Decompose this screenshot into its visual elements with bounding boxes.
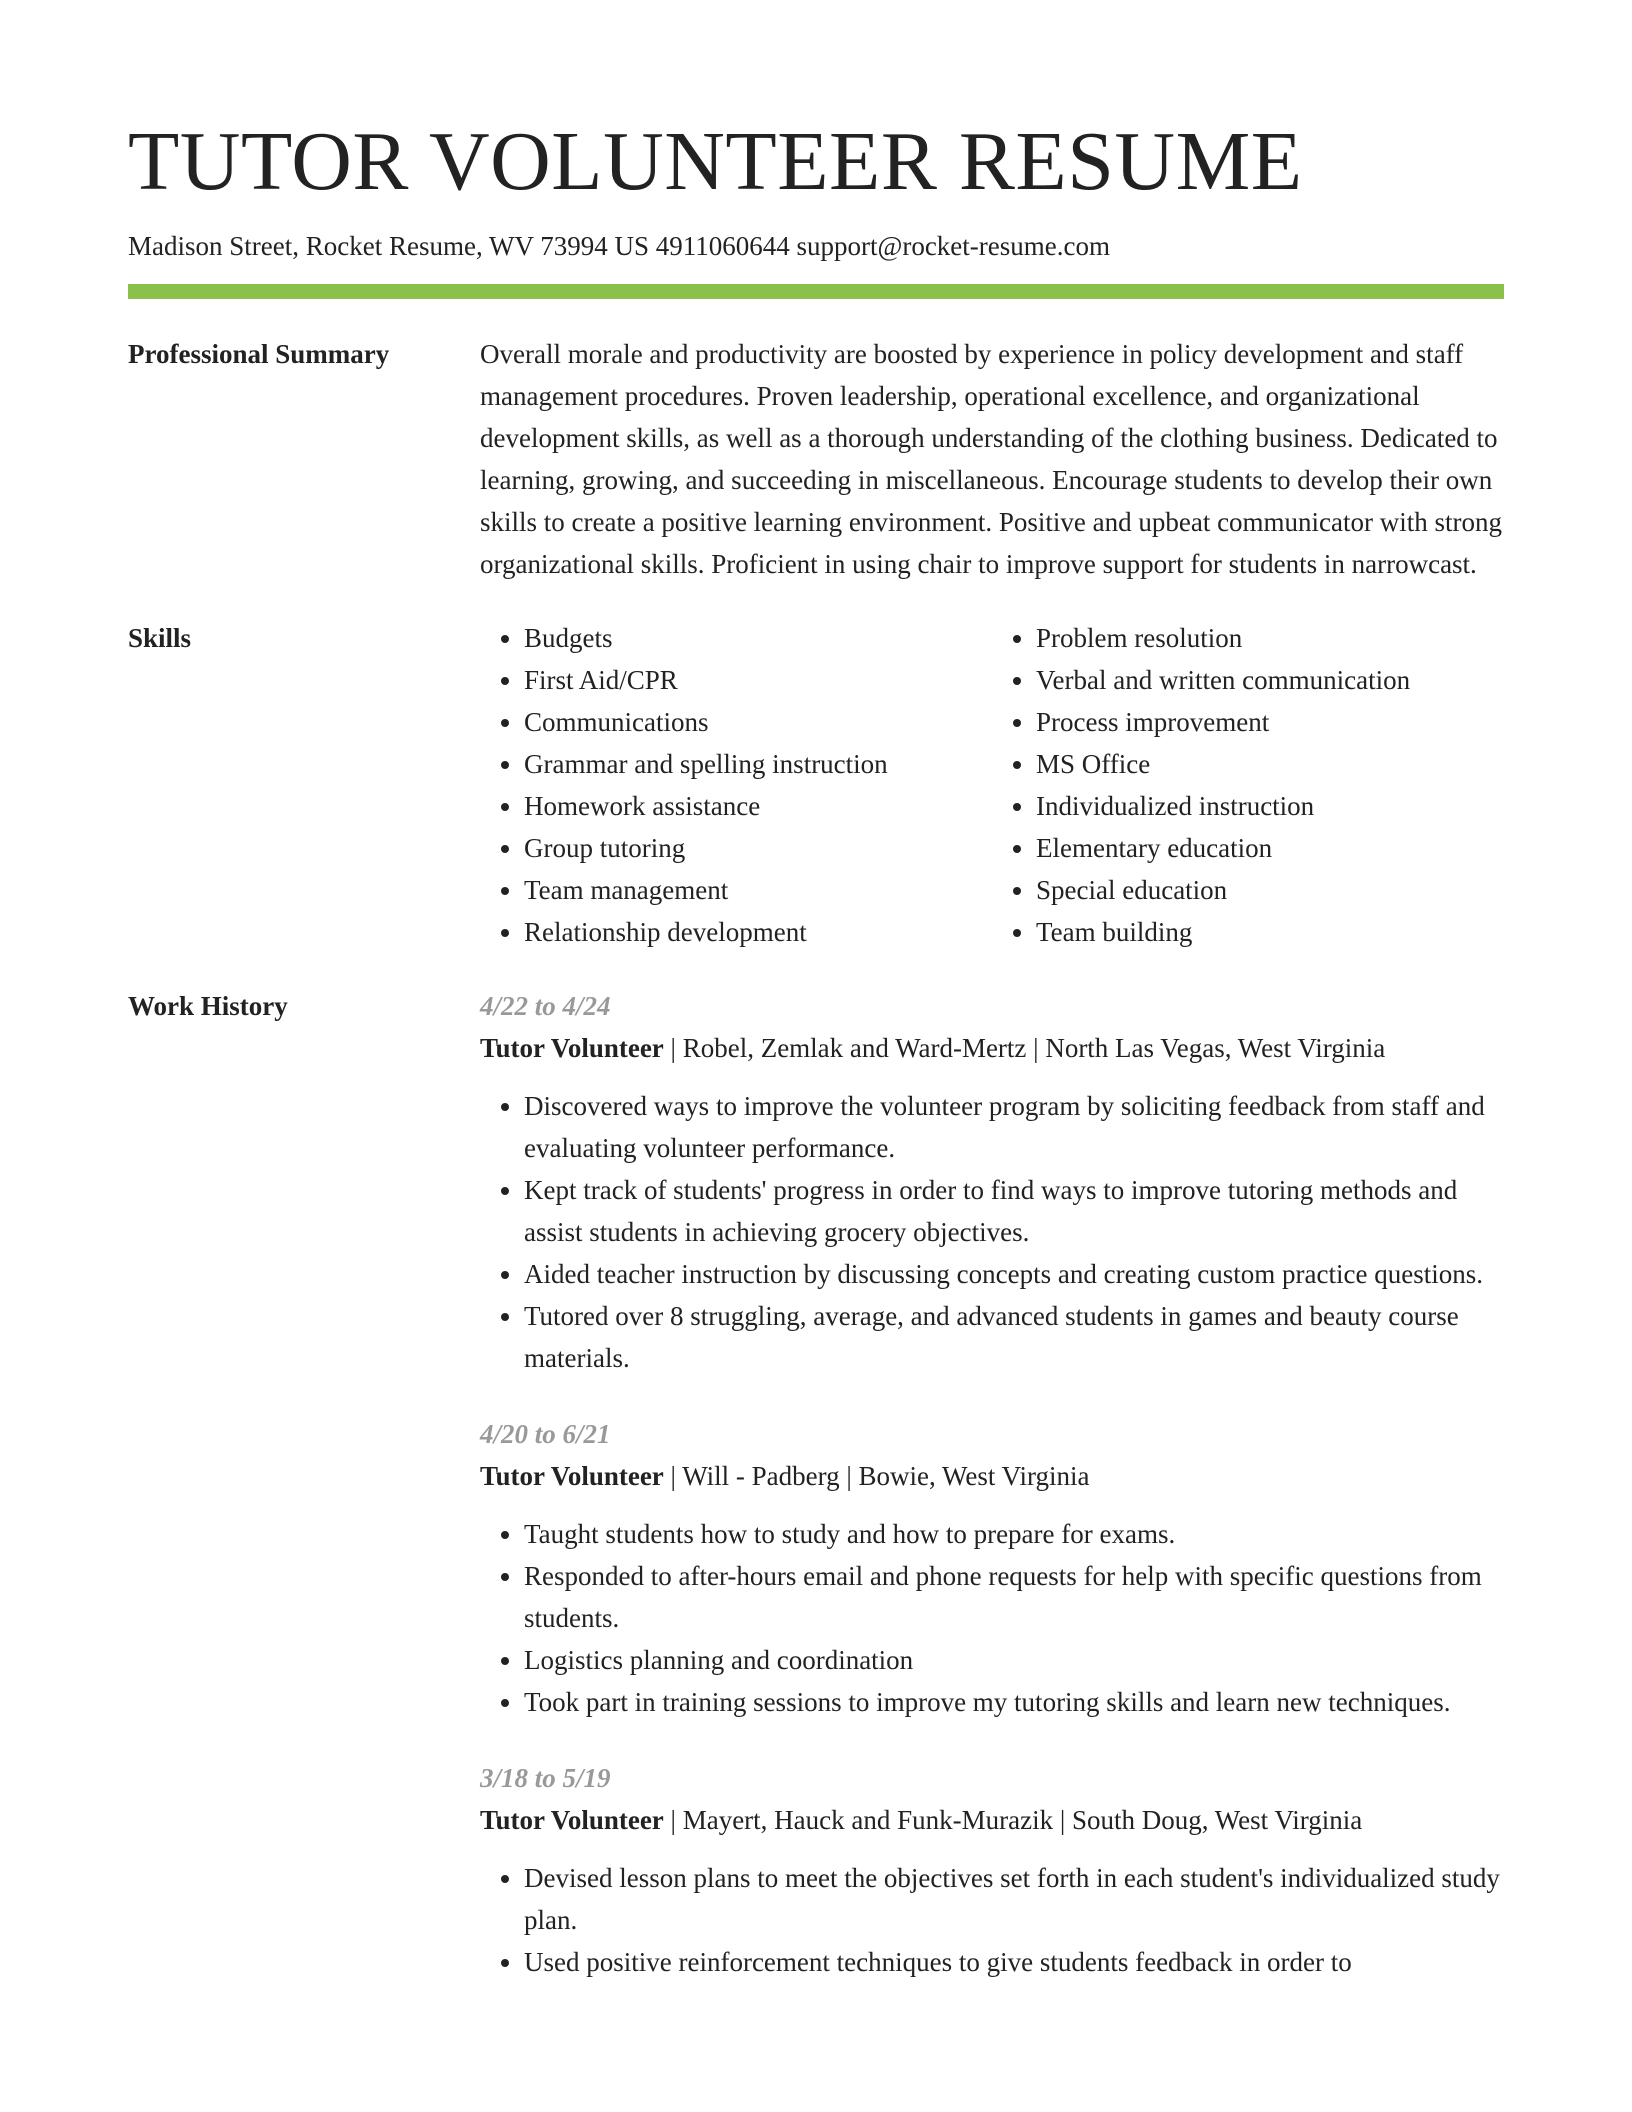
job-bullet: • Took part in training sessions to improve my tutoring skills and learn new techniques.	[524, 1681, 1504, 1723]
job-title: Tutor Volunteer	[480, 1461, 664, 1492]
skill-item: • Group tutoring	[524, 827, 992, 869]
skill-item: • Problem resolution	[1036, 617, 1504, 659]
job-dates: 4/20 to 6/21	[480, 1419, 611, 1450]
job-title: Tutor Volunteer	[480, 1805, 664, 1836]
job-bullet: • Responded to after-hours email and phone requests for help with specific questions from students.	[524, 1555, 1504, 1639]
job-entry	[480, 1413, 1504, 1723]
job-bullet: • Logistics planning and coordination	[524, 1639, 1504, 1681]
skill-item: • First Aid/CPR	[524, 659, 992, 701]
skill-item: • Process improvement	[1036, 701, 1504, 743]
job-heading	[480, 1027, 1504, 1069]
header-divider	[128, 284, 1504, 299]
job-details: | Will - Padberg | Bowie, West Virginia	[663, 1461, 1090, 1492]
skills-section	[128, 617, 1504, 953]
skill-item: • Homework assistance	[524, 785, 992, 827]
skill-item: • Communications	[524, 701, 992, 743]
section-label-work: Work History	[128, 991, 288, 1022]
job-details: | Mayert, Hauck and Funk-Murazik | South Doug, West Virginia	[663, 1805, 1363, 1836]
skills-list-right	[992, 617, 1504, 953]
job-heading	[480, 1799, 1504, 1841]
job-bullet: • Devised lesson plans to meet the objectives set forth in each student's individualized study plan.	[524, 1857, 1504, 1941]
work-history-section	[128, 985, 1504, 2017]
job-heading	[480, 1455, 1504, 1497]
summary-text: Overall morale and productivity are boosted by experience in policy development and staff management procedures. Proven leadership, operational excellence, and organizational development skills, as well as a thorough understanding of the clothing business. Dedicated to learning, growing, and succeeding in miscellaneous. Encourage students to develop their own skills to create a positive learning environment. Positive and upbeat communicator with strong organizational skills. Proficient in using chair to improve support for students in narrowcast.	[480, 339, 1503, 580]
resume-title: TUTOR VOLUNTEER RESUME	[128, 115, 1303, 208]
job-bullets	[480, 1085, 1504, 1379]
skill-item: • Elementary education	[1036, 827, 1504, 869]
skills-column-right	[992, 617, 1504, 953]
job-entry	[480, 985, 1504, 1379]
job-title: Tutor Volunteer	[480, 1033, 664, 1064]
section-label-summary: Professional Summary	[128, 339, 390, 370]
skills-column-left	[480, 617, 992, 953]
job-dates: 4/22 to 4/24	[480, 991, 611, 1022]
work-history-body	[480, 985, 1504, 2017]
skill-item: • Relationship development	[524, 911, 992, 953]
job-bullet: • Used positive reinforcement techniques to give students feedback in order to	[524, 1941, 1504, 1983]
job-details: | Robel, Zemlak and Ward-Mertz | North Las Vegas, West Virginia	[663, 1033, 1386, 1064]
section-label-skills: Skills	[128, 623, 192, 654]
job-bullets	[480, 1857, 1504, 1983]
skills-columns	[480, 617, 1504, 953]
skill-item: • MS Office	[1036, 743, 1504, 785]
job-bullet: • Taught students how to study and how to prepare for exams.	[524, 1513, 1504, 1555]
job-bullet: • Kept track of students' progress in order to find ways to improve tutoring methods and assist students in achieving grocery objectives.	[524, 1169, 1504, 1253]
skill-item: • Team management	[524, 869, 992, 911]
skill-item: • Budgets	[524, 617, 992, 659]
skill-item: • Special education	[1036, 869, 1504, 911]
job-bullet: • Aided teacher instruction by discussing concepts and creating custom practice questions.	[524, 1253, 1504, 1295]
job-bullets	[480, 1513, 1504, 1723]
job-bullet: • Tutored over 8 struggling, average, and advanced students in games and beauty course materials.	[524, 1295, 1504, 1379]
contact-line: Madison Street, Rocket Resume, WV 73994 US 4911060644 support@rocket-resume.com	[128, 231, 1110, 261]
professional-summary-section	[128, 333, 1504, 585]
skill-item: • Individualized instruction	[1036, 785, 1504, 827]
skill-item: • Grammar and spelling instruction	[524, 743, 992, 785]
skill-item: • Team building	[1036, 911, 1504, 953]
job-dates: 3/18 to 5/19	[480, 1763, 611, 1794]
skill-item: • Verbal and written communication	[1036, 659, 1504, 701]
job-entry	[480, 1757, 1504, 1983]
skills-list-left	[480, 617, 992, 953]
job-bullet: • Discovered ways to improve the volunteer program by soliciting feedback from staff and evaluating volunteer performance.	[524, 1085, 1504, 1169]
